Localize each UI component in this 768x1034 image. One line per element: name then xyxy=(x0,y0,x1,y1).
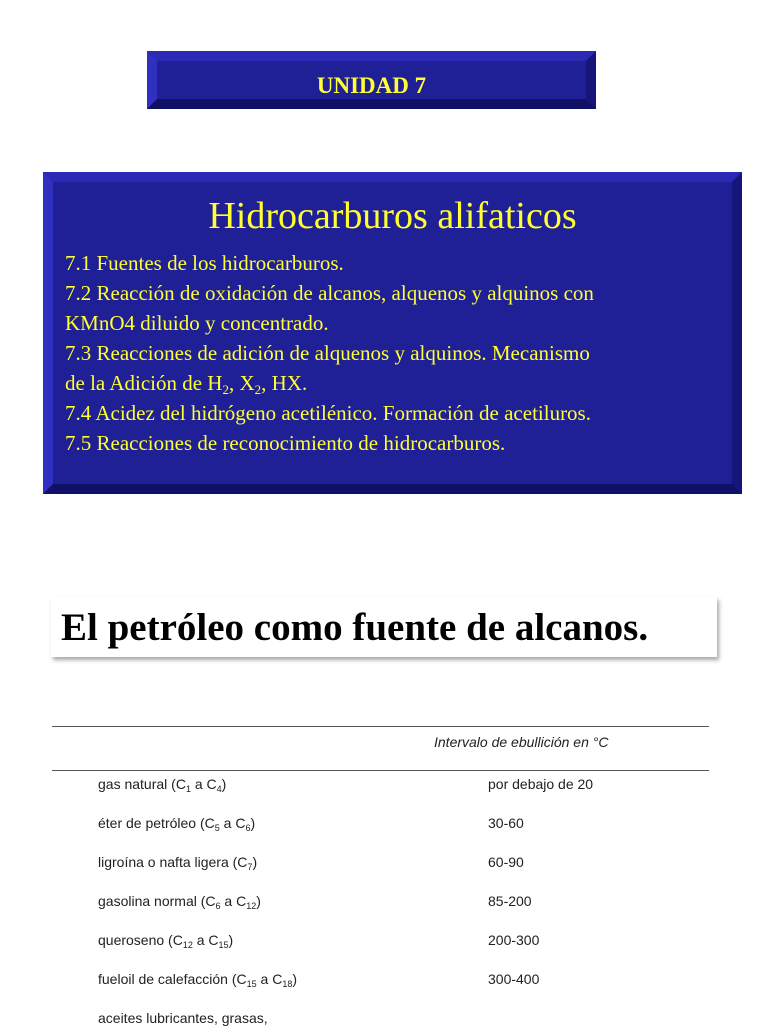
fraction-name xyxy=(98,815,255,831)
subscript: 12 xyxy=(182,940,193,950)
subscript: 12 xyxy=(246,901,257,911)
fraction-name-text: ) xyxy=(256,893,261,909)
subscript: 2 xyxy=(222,382,229,397)
unit-title: UNIDAD 7 xyxy=(316,73,427,98)
fraction-name-text: ) xyxy=(228,932,234,948)
fraction-name-text: éter de petróleo (C xyxy=(98,815,215,831)
subscript: 6 xyxy=(215,901,221,911)
topic-line: KMnO4 diluido y concentrado. xyxy=(65,311,329,335)
unit-banner xyxy=(147,51,596,109)
topic-line: 7.1 Fuentes de los hidrocarburos. xyxy=(65,251,344,275)
fraction-name-text: ) xyxy=(250,815,256,831)
boiling-range: 200-300 xyxy=(488,932,540,948)
fraction-name xyxy=(98,932,233,948)
topic-line-addition xyxy=(65,368,735,398)
fraction-name-text: ) xyxy=(252,854,258,870)
topic-line: 7.5 Reacciones de reconocimiento de hidrocarburos. xyxy=(65,431,506,455)
boiling-range: por debajo de 20 xyxy=(488,776,594,792)
topics-title: Hidrocarburos alifaticos xyxy=(208,195,577,237)
section-heading: El petróleo como fuente de alcanos. xyxy=(61,606,649,649)
fraction-name-text: queroseno (C xyxy=(98,932,183,948)
fraction-name xyxy=(98,893,261,909)
fraction-name-text: a C xyxy=(192,932,219,948)
table-row xyxy=(52,932,709,956)
table-row xyxy=(52,776,709,800)
section-heading-box xyxy=(51,597,717,657)
fraction-name-text: a C xyxy=(256,971,283,987)
fraction-name-text: a C xyxy=(219,815,246,831)
addition-suffix: , HX. xyxy=(261,371,308,395)
boiling-range: 85-200 xyxy=(488,893,532,909)
fraction-name-text: ) xyxy=(292,971,298,987)
fraction-name-text: aceites lubricantes, grasas, xyxy=(98,1010,268,1026)
addition-mid: , X xyxy=(228,371,255,395)
fraction-name xyxy=(98,854,257,870)
boiling-range: 300-400 xyxy=(488,971,540,987)
boiling-range: 30-60 xyxy=(488,815,524,831)
table-header-rule xyxy=(52,770,709,771)
topic-line: 7.4 Acidez del hidrógeno acetilénico. Formación de acetiluros. xyxy=(65,401,591,425)
fraction-name-text: gasolina normal (C xyxy=(98,893,216,909)
fraction-name-text: fueloil de calefacción (C xyxy=(98,971,247,987)
table-row xyxy=(52,815,709,839)
fraction-name-text: a C xyxy=(190,776,217,792)
subscript: 18 xyxy=(282,979,293,989)
subscript: 7 xyxy=(247,862,253,872)
topic-line: 7.3 Reacciones de adición de alquenos y alquinos. Mecanismo xyxy=(65,341,590,365)
boiling-range: 60-90 xyxy=(488,854,524,870)
table-row xyxy=(52,1010,709,1034)
fraction-name-text: ligroína o nafta ligera (C xyxy=(98,854,248,870)
fraction-name-text: gas natural (C xyxy=(98,776,186,792)
table-top-rule xyxy=(52,726,709,727)
subscript: 6 xyxy=(245,823,251,833)
topics-list xyxy=(65,248,735,458)
addition-prefix: de la Adición de H xyxy=(65,371,223,395)
fraction-name-text: ) xyxy=(221,776,227,792)
subscript: 15 xyxy=(246,979,257,989)
subscript: 1 xyxy=(185,784,191,794)
fraction-name-text: a C xyxy=(220,893,247,909)
table-row xyxy=(52,893,709,917)
topic-line: 7.2 Reacción de oxidación de alcanos, alquenos y alquinos con xyxy=(65,281,594,305)
subscript: 5 xyxy=(214,823,220,833)
table-row xyxy=(52,854,709,878)
table-header-range: Intervalo de ebullición en °C xyxy=(434,734,609,750)
subscript: 15 xyxy=(218,940,229,950)
fraction-name xyxy=(98,971,297,987)
subscript: 2 xyxy=(254,382,262,397)
subscript: 4 xyxy=(216,784,222,794)
fraction-name xyxy=(98,776,226,792)
topics-panel xyxy=(43,172,742,494)
table-row xyxy=(52,971,709,995)
